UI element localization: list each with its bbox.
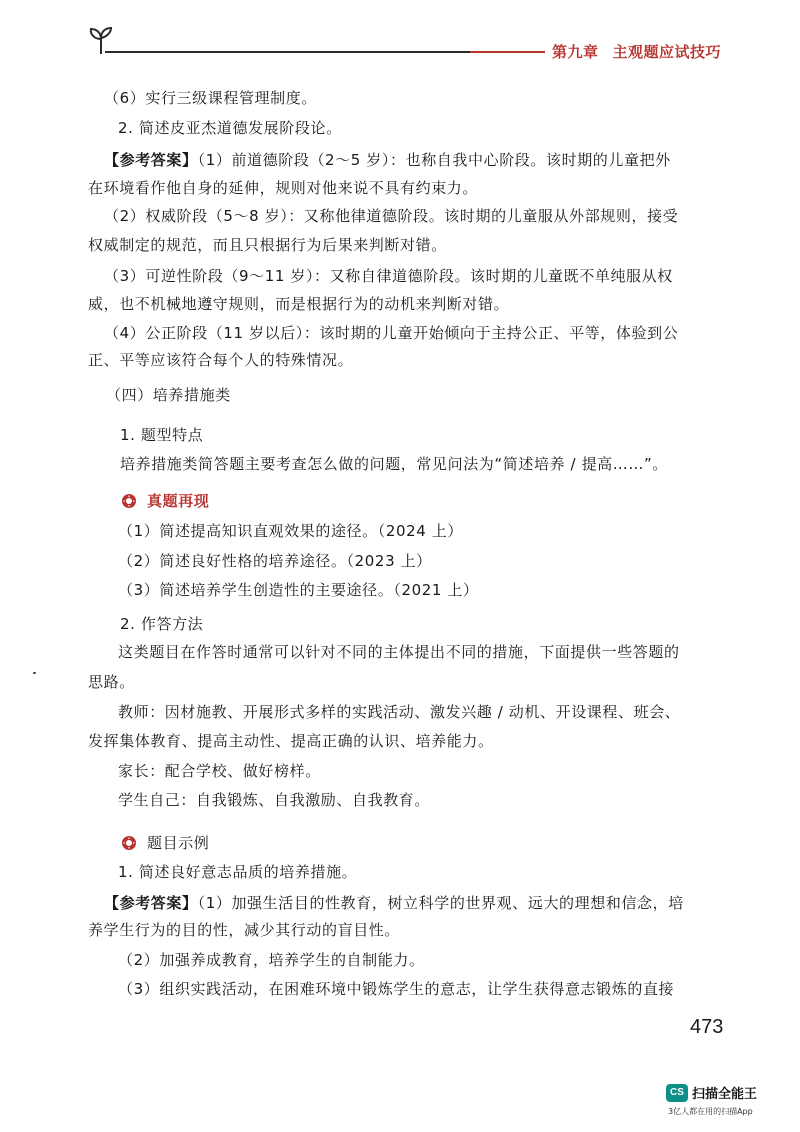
- sun-icon: [121, 493, 137, 509]
- question-title: 2. 简述皮亚杰道德发展阶段论。: [118, 119, 342, 137]
- text-line: 家长：配合学校、做好榜样。: [118, 762, 321, 780]
- scanner-slogan: 3亿人都在用的扫描App: [668, 1107, 753, 1116]
- answer-line: 【参考答案】（1）前道德阶段（2～5 岁）：也称自我中心阶段。该时期的儿童把外: [104, 151, 671, 169]
- subsection-heading: 1. 题型特点: [120, 426, 204, 444]
- page-number: 473: [690, 1016, 724, 1038]
- text-line: （2）加强养成教育，培养学生的自制能力。: [118, 951, 425, 969]
- scan-speck: [33, 672, 36, 674]
- text-line: 威，也不机械地遵守规则，而是根据行为的动机来判断对错。: [88, 295, 510, 313]
- sun-icon: [121, 835, 137, 851]
- text-line: 培养措施类简答题主要考查怎么做的问题，常见问法为“简述培养 / 提高……”。: [120, 455, 668, 473]
- text-line: 养学生行为的目的性，减少其行动的盲目性。: [88, 921, 401, 939]
- header-rule-accent: [470, 51, 545, 53]
- text-line: （3）可逆性阶段（9～11 岁）：又称自律道德阶段。该时期的儿童既不单纯服从权: [104, 267, 673, 285]
- subsection-heading: 2. 作答方法: [120, 615, 204, 633]
- question-title: 1. 简述良好意志品质的培养措施。: [118, 863, 358, 881]
- text-line: （3）简述培养学生创造性的主要途径。（2021 上）: [118, 581, 479, 599]
- text-line: 发挥集体教育、提高主动性、提高正确的认识、培养能力。: [88, 732, 494, 750]
- scanner-logo: CS: [666, 1084, 688, 1102]
- text-line: 思路。: [88, 673, 135, 691]
- answer-tag: 【参考答案】: [104, 151, 198, 169]
- text-line: 学生自己：自我锻炼、自我激励、自我教育。: [118, 791, 431, 809]
- scanner-watermark: 扫描全能王: [692, 1087, 758, 1102]
- text-line: 在环境看作他自身的延伸，规则对他来说不具有约束力。: [88, 179, 479, 197]
- chapter-number: 第九章: [552, 43, 599, 61]
- answer-line: 【参考答案】（1）加强生活目的性教育，树立科学的世界观、远大的理想和信念，培: [104, 894, 684, 912]
- text-line: （3）组织实践活动，在困难环境中锻炼学生的意志，让学生获得意志锻炼的直接: [118, 980, 675, 998]
- section-label-real-exams: 真题再现: [147, 492, 210, 510]
- text-line: （4）公正阶段（11 岁以后）：该时期的儿童开始倾向于主持公正、平等，体验到公: [104, 324, 679, 342]
- answer-tag: 【参考答案】: [104, 894, 198, 912]
- text-line: （6）实行三级课程管理制度。: [104, 89, 317, 107]
- text-line: 权威制定的规范，而且只根据行为后果来判断对错。: [88, 236, 447, 254]
- text-line: （2）权威阶段（5～8 岁）：又称他律道德阶段。该时期的儿童服从外部规则，接受: [104, 207, 679, 225]
- section-label-examples: 题目示例: [147, 834, 210, 852]
- text-line: 正、平等应该符合每个人的特殊情况。: [88, 351, 354, 369]
- chapter-heading: [552, 41, 721, 62]
- text-line: （1）简述提高知识直观效果的途径。（2024 上）: [118, 522, 463, 540]
- text-line: （2）简述良好性格的培养途径。（2023 上）: [118, 552, 432, 570]
- text-line: 这类题目在作答时通常可以针对不同的主体提出不同的措施，下面提供一些答题的: [118, 643, 680, 661]
- section-heading: （四）培养措施类: [106, 386, 231, 404]
- text-line: 教师：因材施教、开展形式多样的实践活动、激发兴趣 / 动机、开设课程、班会、: [118, 703, 681, 721]
- chapter-title: 主观题应试技巧: [612, 43, 722, 61]
